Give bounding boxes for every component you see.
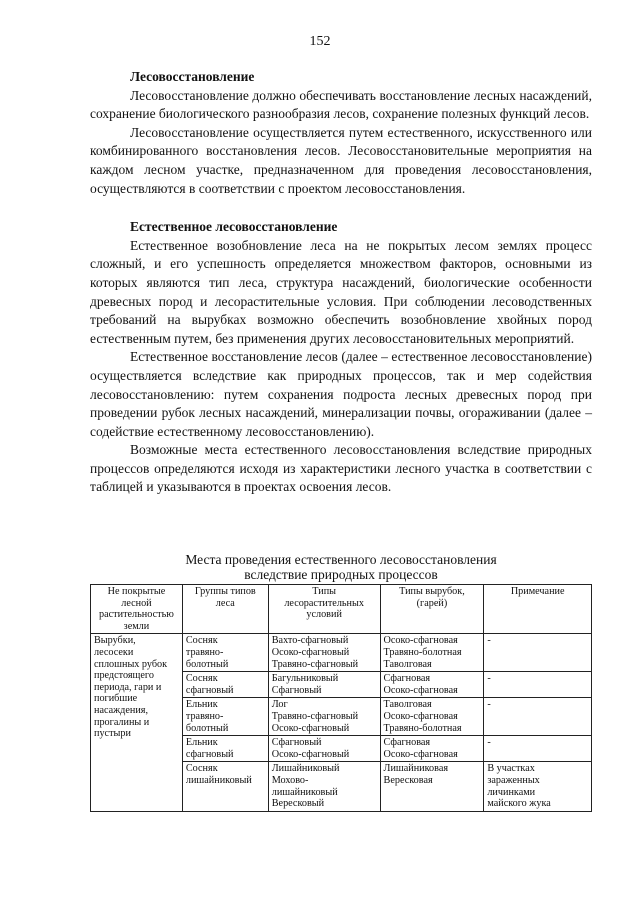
growing-conditions-cell-line: Лишайниковый [271, 763, 340, 775]
table-title-line: Места проведения естественного лесовосстановления [185, 552, 497, 567]
clearing-types-cell-line: Осоко-сфагновая [383, 710, 458, 722]
land-category-cell-line: Вырубки, [94, 635, 136, 647]
growing-conditions-cell-line: Травяно-сфагновый [271, 658, 359, 670]
growing-conditions-cell-line: Вересковый [271, 798, 325, 810]
forest-group-cell-line: сфагновый [185, 684, 234, 696]
section-heading: Естественное лесовосстановление [130, 219, 338, 235]
growing-conditions-cell [268, 698, 380, 736]
land-category-cell-line: периода, гари и [94, 681, 162, 693]
forest-group-cell [182, 672, 268, 698]
header-note: Примечание [484, 585, 592, 634]
clearing-types-cell [380, 698, 484, 736]
header-clearing-types: Типы вырубок, (гарей) [380, 585, 484, 634]
note-cell-line: майского жука [487, 798, 551, 810]
clearing-types-cell-line: Сфагновая [383, 673, 431, 685]
clearing-types-cell-line: Осоко-сфагновая [383, 684, 458, 696]
forest-group-cell-line: болотный [185, 722, 229, 734]
land-category-cell-line: прогалины и [94, 716, 150, 728]
clearing-types-cell-line: Лишайниковая [383, 763, 449, 775]
table-title [90, 552, 592, 582]
forest-group-cell-line: сфагновый [185, 748, 234, 760]
growing-conditions-cell-line: лишайниковый [271, 786, 338, 798]
clearing-types-cell-line: Сфагновая [383, 737, 431, 749]
header-land: Не покрытые лесной растительностью земли [91, 585, 183, 634]
clearing-types-cell-line: Вересковая [383, 774, 433, 786]
forest-group-cell-line: лишайниковый [185, 774, 252, 786]
note-cell-line: В участках [487, 763, 535, 775]
growing-conditions-cell-line: Багульниковый [271, 673, 339, 685]
clearing-types-cell-line: Травяно-болотная [383, 722, 462, 734]
growing-conditions-cell-line: Мохово- [271, 774, 309, 786]
reforestation-places-table [90, 584, 592, 812]
forest-group-cell-line: Сосняк [185, 673, 218, 685]
forest-group-cell [182, 736, 268, 762]
growing-conditions-cell-line: Сфагновый [271, 737, 322, 749]
growing-conditions-cell-line: Осоко-сфагновый [271, 646, 350, 658]
note-cell [484, 762, 592, 811]
table-body [91, 634, 592, 811]
paragraph: Естественное восстановление лесов (далее – естественное лесовосстановление) осуществляется вследствие как природных процессов, так и мер содействия лесовосстановлению: путем сохранения подроста лесных древесных пород при проведении рубок лесных насаждений, минерализации почвы, огораживании (далее – содействие естественному лесовосстановлению). [90, 349, 592, 439]
forest-group-cell-line: Сосняк [185, 635, 218, 647]
forest-group-cell [182, 762, 268, 811]
growing-conditions-cell-line: Осоко-сфагновый [271, 748, 350, 760]
clearing-types-cell-line: Травяно-болотная [383, 646, 462, 658]
note-cell-line: - [487, 635, 491, 647]
paragraph: Возможные места естественного лесовосстановления вследствие природных процессов определяются исходя из характеристики лесного участка в соответствии с таблицей и указываются в проектах освоения лесов. [90, 442, 592, 495]
growing-conditions-cell [268, 672, 380, 698]
forest-group-cell-line: травяно- [185, 710, 224, 722]
note-cell-line: личинками [487, 786, 536, 798]
land-category-cell [91, 634, 183, 811]
clearing-types-cell [380, 762, 484, 811]
forest-group-cell-line: Ельник [185, 699, 218, 711]
clearing-types-cell-line: Осоко-сфагновая [383, 748, 458, 760]
header-growing-conditions: Типы лесорастительных условий [268, 585, 380, 634]
clearing-types-cell-line: Таволговая [383, 658, 432, 670]
paragraph: Лесовосстановление должно обеспечивать восстановление лесных насаждений, сохранение биологического разнообразия лесов, сохранение полезных функций лесов. [90, 87, 592, 122]
forest-group-cell [182, 698, 268, 736]
note-cell-line: - [487, 699, 491, 711]
land-category-cell-line: погибшие [94, 693, 138, 705]
forest-group-cell-line: травяно- [185, 646, 224, 658]
table-title-line: вследствие природных процессов [244, 567, 438, 582]
forest-group-cell-line: Ельник [185, 737, 218, 749]
note-cell [484, 736, 592, 762]
clearing-types-cell [380, 736, 484, 762]
forest-group-cell [182, 634, 268, 672]
forest-group-cell-line: Сосняк [185, 763, 218, 775]
growing-conditions-cell-line: Сфагновый [271, 684, 322, 696]
land-category-cell-line: насаждения, [94, 704, 149, 716]
clearing-types-cell [380, 672, 484, 698]
growing-conditions-cell-line: Травяно-сфагновый [271, 710, 359, 722]
growing-conditions-cell [268, 736, 380, 762]
clearing-types-cell-line: Осоко-сфагновая [383, 635, 458, 647]
land-category-cell-line: пустыри [94, 728, 131, 740]
growing-conditions-cell-line: Вахто-сфагновый [271, 635, 349, 647]
note-cell-line: зараженных [487, 774, 540, 786]
clearing-types-cell [380, 634, 484, 672]
page-number: 152 [309, 34, 331, 49]
clearing-types-cell-line: Таволговая [383, 699, 432, 711]
growing-conditions-cell-line: Осоко-сфагновый [271, 722, 350, 734]
table-row [91, 634, 592, 672]
section-gap [90, 198, 592, 218]
note-cell-line: - [487, 673, 491, 685]
header-forest-group: Группы типов леса [182, 585, 268, 634]
note-cell [484, 634, 592, 672]
forest-group-cell-line: болотный [185, 658, 229, 670]
paragraph: Естественное возобновление леса на не покрытых лесом землях процесс сложный, и его успешность определяется множеством факторов, основными из которых являются тип леса, структура насаждений, биологические особенности древесных пород и лесорастительные условия. При соблюдении лесоводственных требований на вырубках возможно обеспечить возобновление хвойных пород естественным путем, без применения других лесовосстановительных мероприятий. [90, 237, 592, 346]
growing-conditions-cell [268, 634, 380, 672]
table-header-row [91, 585, 592, 634]
growing-conditions-cell-line: Лог [271, 699, 288, 711]
land-category-cell-line: сплошных рубок [94, 658, 168, 670]
section-heading: Лесовосстановление [130, 69, 255, 84]
land-category-cell-line: предстоящего [94, 670, 154, 682]
note-cell-line: - [487, 737, 491, 749]
document-body [90, 68, 592, 497]
land-category-cell-line: лесосеки [94, 646, 134, 658]
paragraph: Лесовосстановление осуществляется путем естественного, искусственного или комбинированного восстановления лесов. Лесовосстановительные мероприятия на каждом лесном участке, предназначенном для проведения лесовосстановления, осуществляются в соответствии с проектом лесовосстановления. [90, 124, 592, 196]
note-cell [484, 698, 592, 736]
growing-conditions-cell [268, 762, 380, 811]
note-cell [484, 672, 592, 698]
